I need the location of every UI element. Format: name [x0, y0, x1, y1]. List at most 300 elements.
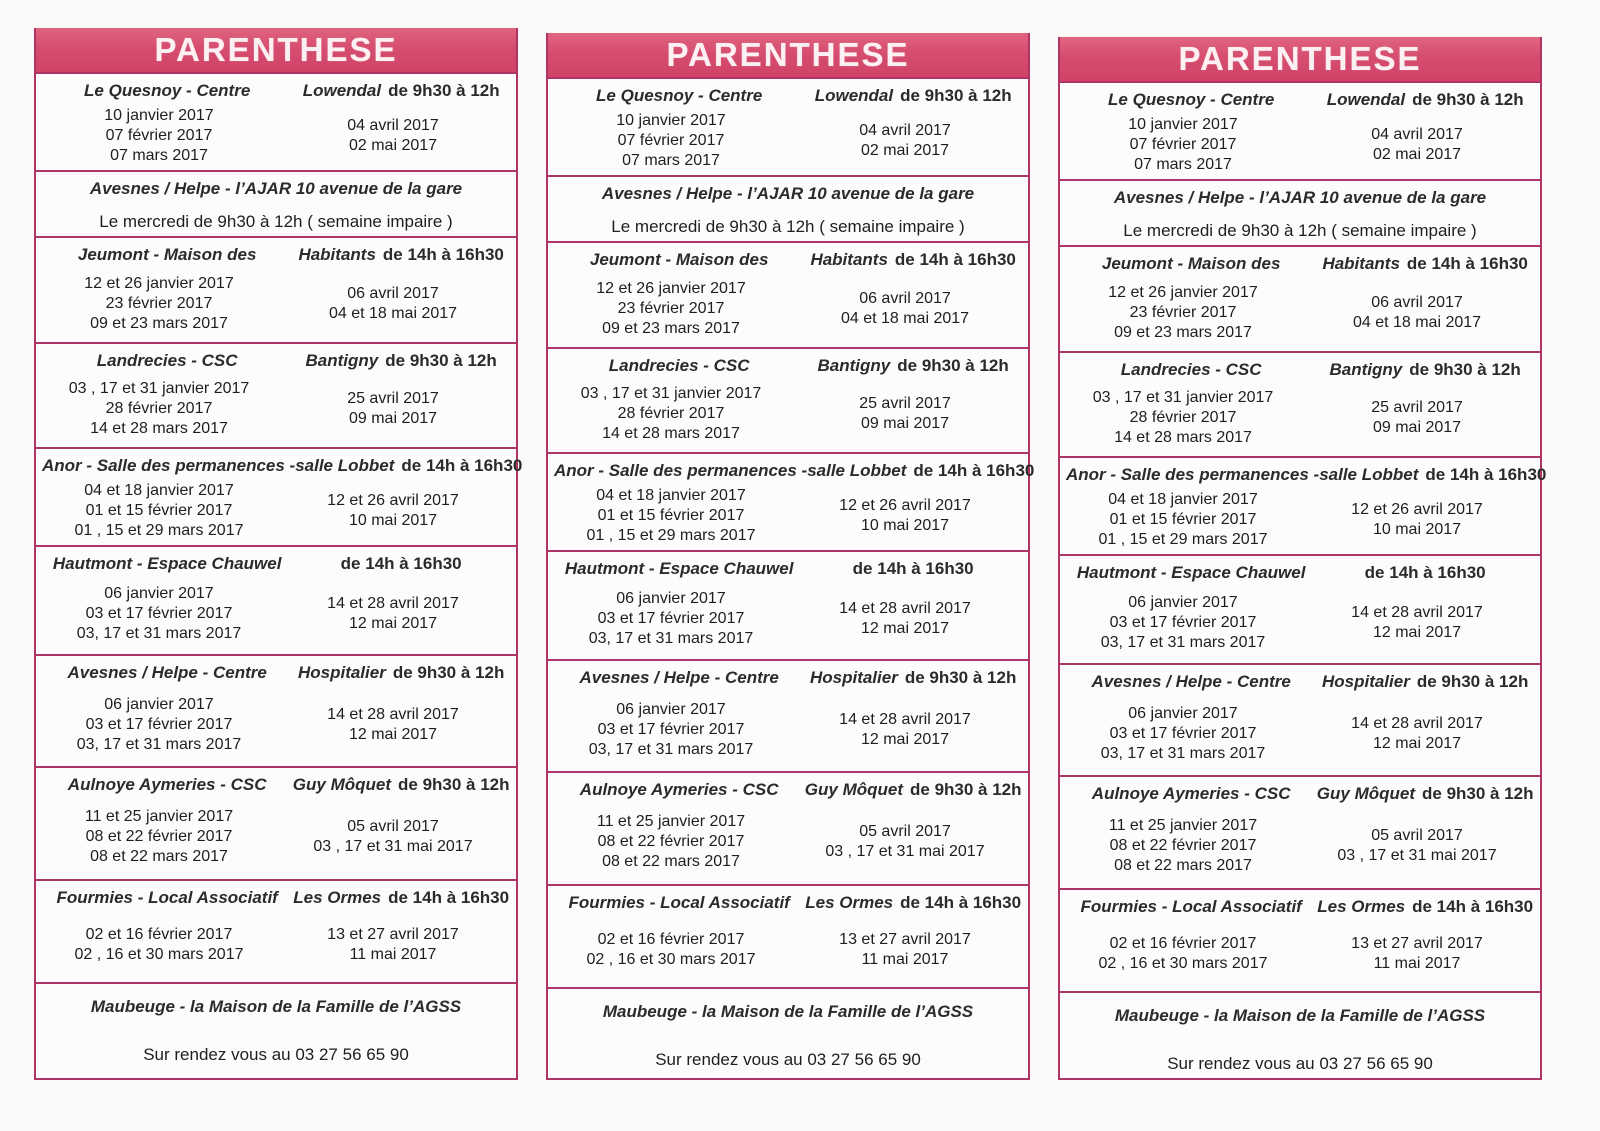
- location-name: Anor - Salle des permanences -: [554, 461, 808, 480]
- location-name: Landrecies - CSC: [1120, 360, 1262, 379]
- date-columns: [554, 583, 1022, 655]
- section-header: [554, 86, 1022, 106]
- section-header: [1066, 254, 1534, 274]
- date-item: 08 et 22 mars 2017: [602, 853, 740, 870]
- section-header: [42, 554, 510, 574]
- date-item: 07 février 2017: [1129, 135, 1237, 153]
- schedule-section: [36, 74, 516, 170]
- section-list: [548, 79, 1035, 1074]
- note-text: Le mercredi de 9h30 à 12h ( semaine impaire ): [611, 217, 965, 236]
- date-item: 07 mars 2017: [622, 151, 720, 169]
- date-item: 03 , 17 et 31 janvier 2017: [68, 380, 250, 397]
- date-columns: [554, 274, 1022, 343]
- date-item: 23 février 2017: [105, 294, 213, 312]
- info-section: [36, 170, 516, 236]
- date-item: 11 et 25 janvier 2017: [596, 813, 746, 830]
- venue-and-time: [1316, 90, 1534, 110]
- schedule-section: [548, 347, 1028, 452]
- time-range: de 9h30 à 12h: [1416, 672, 1529, 691]
- info-section: [1060, 991, 1540, 1078]
- date-item: 28 février 2017: [1129, 409, 1237, 426]
- venue-and-time: [1316, 897, 1534, 917]
- venue-and-time: [1316, 784, 1534, 804]
- date-columns: [554, 380, 1022, 448]
- date-item: 02 et 16 février 2017: [85, 926, 233, 943]
- venue-name: Lowendal: [814, 86, 894, 105]
- schedule-section: [548, 452, 1035, 550]
- date-item: 05 avril 2017: [347, 818, 439, 835]
- date-columns: [42, 269, 510, 338]
- time-range: de 14h à 16h30: [340, 554, 462, 573]
- date-list-left: [42, 695, 276, 755]
- time-range: de 14h à 16h30: [1425, 465, 1547, 484]
- time-range: de 9h30 à 12h: [1422, 784, 1534, 803]
- date-item: 09 et 23 mars 2017: [90, 314, 228, 332]
- info-section: [36, 982, 516, 1069]
- date-item: 07 février 2017: [617, 131, 725, 149]
- venue-and-time: [804, 559, 1022, 579]
- time-range: de 14h à 16h30: [1406, 254, 1528, 273]
- date-list-left: [42, 481, 276, 541]
- section-header: [1066, 465, 1547, 485]
- date-item: 03 et 17 février 2017: [597, 610, 745, 627]
- section-header: Avesnes / Helpe - l’AJAR 10 avenue de la gare: [601, 184, 975, 203]
- date-item: 06 avril 2017: [347, 284, 439, 302]
- date-item: 09 et 23 mars 2017: [1114, 323, 1252, 341]
- date-list-right: [276, 389, 510, 429]
- date-item: 08 et 22 mars 2017: [90, 848, 228, 865]
- date-item: 14 et 28 mars 2017: [90, 420, 228, 437]
- title-band: [1060, 37, 1540, 83]
- date-item: 03, 17 et 31 mars 2017: [588, 740, 754, 758]
- date-item: 03, 17 et 31 mars 2017: [588, 630, 754, 647]
- date-list-right: [788, 710, 1022, 750]
- section-header: Maubeuge - la Maison de la Famille de l’AGSS: [1114, 1006, 1486, 1025]
- note-text: Le mercredi de 9h30 à 12h ( semaine impaire ): [1123, 221, 1477, 240]
- venue-and-time: [292, 351, 510, 371]
- date-item: 10 janvier 2017: [104, 106, 214, 124]
- time-range: de 9h30 à 12h: [897, 356, 1009, 375]
- schedule-section: [1060, 888, 1540, 991]
- date-columns: [1066, 921, 1534, 987]
- date-columns: [554, 485, 1022, 546]
- section-header: [554, 668, 1022, 688]
- venue-and-time: [1316, 672, 1534, 692]
- date-item: 12 et 26 janvier 2017: [1108, 283, 1258, 301]
- venue-name: Habitants: [810, 250, 888, 269]
- section-header: [1066, 897, 1534, 917]
- section-header: [42, 888, 510, 908]
- date-item: 03 , 17 et 31 mai 2017: [313, 838, 473, 855]
- date-columns: [554, 917, 1022, 983]
- date-item: 14 et 28 avril 2017: [327, 705, 459, 723]
- venue-and-time: [804, 356, 1022, 376]
- date-list-left: [1066, 115, 1300, 175]
- venue-and-time: [804, 668, 1022, 688]
- date-list-left: [554, 384, 788, 444]
- venue-and-time: [292, 775, 510, 795]
- date-item: 06 janvier 2017: [616, 700, 726, 718]
- date-list-right: [1300, 714, 1534, 754]
- section-header: [554, 461, 1035, 481]
- schedule-section: [1060, 456, 1547, 554]
- date-item: 14 et 28 mars 2017: [602, 425, 740, 442]
- time-range: de 14h à 16h30: [401, 456, 523, 475]
- schedule-section: [36, 236, 516, 342]
- date-item: 10 mai 2017: [1372, 520, 1462, 538]
- date-columns: [1066, 384, 1534, 452]
- date-list-left: [42, 807, 276, 867]
- date-item: 08 et 22 février 2017: [597, 833, 745, 850]
- time-range: de 9h30 à 12h: [385, 351, 497, 370]
- date-list-left: [42, 274, 276, 334]
- date-columns: [42, 799, 510, 875]
- time-range: de 9h30 à 12h: [910, 780, 1022, 799]
- date-item: 03 , 17 et 31 janvier 2017: [1092, 389, 1274, 406]
- location-name: Avesnes / Helpe - Centre: [67, 663, 267, 682]
- date-item: 11 mai 2017: [861, 951, 949, 968]
- date-item: 03 , 17 et 31 mai 2017: [825, 843, 985, 860]
- schedule-section: [548, 659, 1028, 771]
- title-band: [548, 33, 1028, 79]
- location-name: Fourmies - Local Associatif: [1080, 897, 1302, 916]
- section-header: [1066, 563, 1534, 583]
- date-item: 09 mai 2017: [1372, 419, 1462, 436]
- date-columns: [554, 692, 1022, 767]
- date-list-left: [1066, 490, 1300, 550]
- parenthese-flyer: [546, 33, 1035, 1080]
- date-item: 13 et 27 avril 2017: [839, 931, 971, 948]
- venue-and-time: [1316, 360, 1534, 380]
- schedule-section: [1060, 245, 1540, 351]
- date-item: 28 février 2017: [617, 405, 725, 422]
- date-columns: [42, 375, 510, 443]
- date-item: 01 et 15 février 2017: [1109, 510, 1257, 528]
- date-item: 06 janvier 2017: [1128, 704, 1238, 722]
- date-item: 03, 17 et 31 mars 2017: [1100, 744, 1266, 762]
- flyer-title: PARENTHESE: [154, 31, 398, 68]
- date-list-left: [42, 106, 276, 166]
- location-name: Landrecies - CSC: [96, 351, 238, 370]
- venue-name: Les Ormes: [293, 888, 382, 907]
- date-item: 10 janvier 2017: [616, 111, 726, 129]
- venue-name: Guy Môquet: [292, 775, 392, 794]
- date-item: 25 avril 2017: [859, 395, 951, 412]
- date-item: 03, 17 et 31 mars 2017: [76, 625, 242, 642]
- date-columns: [1066, 278, 1534, 347]
- location-name: Fourmies - Local Associatif: [56, 888, 278, 907]
- date-columns: [554, 110, 1022, 171]
- date-item: 06 avril 2017: [1371, 293, 1463, 311]
- venue-and-time: [1319, 465, 1546, 485]
- date-item: 11 mai 2017: [349, 946, 437, 963]
- flyer-title: PARENTHESE: [1178, 40, 1422, 77]
- location-name: Jeumont - Maison des: [77, 245, 257, 264]
- date-columns: [1066, 808, 1534, 884]
- date-item: 04 et 18 mai 2017: [1352, 313, 1482, 331]
- date-list-left: [554, 812, 788, 872]
- date-item: 01 , 15 et 29 mars 2017: [1098, 530, 1268, 548]
- venue-name: salle Lobbet: [807, 461, 907, 480]
- schedule-section: [1060, 83, 1540, 179]
- date-list-right: [1300, 603, 1534, 643]
- venue-name: Guy Môquet: [804, 780, 904, 799]
- location-name: Jeumont - Maison des: [1101, 254, 1281, 273]
- schedule-section: [548, 771, 1028, 884]
- venue-and-time: [295, 456, 522, 476]
- date-item: 10 janvier 2017: [1128, 115, 1238, 133]
- date-item: 09 et 23 mars 2017: [602, 319, 740, 337]
- date-item: 03 et 17 février 2017: [1109, 724, 1257, 742]
- date-columns: [42, 480, 510, 541]
- date-list-right: [276, 594, 510, 634]
- info-section: [548, 987, 1028, 1074]
- date-item: 14 et 28 avril 2017: [839, 710, 971, 728]
- schedule-section: [36, 342, 516, 447]
- schedule-section: [36, 447, 523, 545]
- schedule-section: [548, 79, 1028, 175]
- date-columns: [554, 804, 1022, 880]
- date-item: 12 et 26 avril 2017: [1351, 500, 1483, 518]
- flyer-title: PARENTHESE: [666, 36, 910, 73]
- date-item: 06 janvier 2017: [104, 695, 214, 713]
- date-list-right: [1300, 293, 1534, 333]
- venue-name: Guy Môquet: [1316, 784, 1416, 803]
- date-list-left: [1066, 816, 1300, 876]
- venue-and-time: [1316, 563, 1534, 583]
- date-item: 12 et 26 janvier 2017: [596, 279, 746, 297]
- section-header: [1066, 360, 1534, 380]
- date-list-right: [788, 121, 1022, 161]
- venue-name: Hospitalier: [1321, 672, 1410, 691]
- date-list-right: [1300, 934, 1534, 974]
- time-range: de 14h à 16h30: [1412, 897, 1534, 916]
- section-header: Maubeuge - la Maison de la Famille de l’AGSS: [90, 997, 462, 1016]
- date-item: 02 , 16 et 30 mars 2017: [586, 951, 756, 968]
- date-item: 01 , 15 et 29 mars 2017: [74, 521, 244, 539]
- venue-name: Hospitalier: [809, 668, 898, 687]
- venue-and-time: [804, 893, 1022, 913]
- date-item: 09 mai 2017: [348, 410, 438, 427]
- date-item: 14 et 28 avril 2017: [839, 600, 971, 617]
- date-item: 02 mai 2017: [860, 141, 950, 159]
- date-list-left: [554, 700, 788, 760]
- time-range: de 9h30 à 12h: [392, 663, 505, 682]
- location-name: Landrecies - CSC: [608, 356, 750, 375]
- info-section: [1060, 179, 1540, 245]
- section-header: Avesnes / Helpe - l’AJAR 10 avenue de la gare: [1113, 188, 1487, 207]
- section-header: [42, 351, 510, 371]
- location-name: Aulnoye Aymeries - CSC: [579, 780, 779, 799]
- schedule-section: [36, 545, 516, 654]
- date-list-right: [276, 284, 510, 324]
- date-list-left: [1066, 593, 1300, 653]
- date-list-left: [554, 930, 788, 970]
- date-item: 12 mai 2017: [348, 615, 438, 632]
- date-item: 13 et 27 avril 2017: [1351, 935, 1483, 952]
- date-list-right: [276, 705, 510, 745]
- date-list-left: [1066, 283, 1300, 343]
- date-list-right: [1300, 826, 1534, 866]
- section-header: [554, 250, 1022, 270]
- time-range: de 9h30 à 12h: [900, 86, 1012, 105]
- time-range: de 14h à 16h30: [1364, 563, 1486, 582]
- parenthese-flyer: [1058, 37, 1547, 1080]
- date-item: 12 mai 2017: [860, 620, 950, 637]
- date-item: 03 et 17 février 2017: [597, 720, 745, 738]
- time-range: de 14h à 16h30: [852, 559, 974, 578]
- date-item: 14 et 28 avril 2017: [1351, 714, 1483, 732]
- venue-name: Les Ormes: [805, 893, 894, 912]
- venue-and-time: [804, 86, 1022, 106]
- venue-name: salle Lobbet: [1319, 465, 1419, 484]
- date-list-left: [554, 589, 788, 649]
- date-item: 12 mai 2017: [860, 730, 950, 748]
- date-item: 08 et 22 mars 2017: [1114, 857, 1252, 874]
- location-name: Aulnoye Aymeries - CSC: [67, 775, 267, 794]
- section-header: [42, 775, 510, 795]
- time-range: de 14h à 16h30: [900, 893, 1022, 912]
- location-name: Hautmont - Espace Chauwel: [52, 554, 282, 573]
- date-item: 08 et 22 février 2017: [1109, 837, 1257, 854]
- schedule-section: [548, 550, 1028, 659]
- time-range: de 9h30 à 12h: [388, 81, 500, 100]
- date-item: 07 mars 2017: [110, 146, 208, 164]
- date-columns: [42, 105, 510, 166]
- date-item: 05 avril 2017: [859, 823, 951, 840]
- date-columns: [1066, 696, 1534, 771]
- venue-name: Bantigny: [817, 356, 891, 375]
- schedule-section: [548, 241, 1028, 347]
- date-item: 12 et 26 avril 2017: [839, 496, 971, 514]
- date-item: 08 et 22 février 2017: [85, 828, 233, 845]
- note-text: Sur rendez vous au 03 27 56 65 90: [143, 1045, 409, 1064]
- date-columns: [1066, 489, 1534, 550]
- date-columns: [42, 578, 510, 650]
- venue-name: Habitants: [298, 245, 376, 264]
- date-item: 07 février 2017: [105, 126, 213, 144]
- venue-name: Hospitalier: [297, 663, 386, 682]
- time-range: de 9h30 à 12h: [398, 775, 510, 794]
- section-header: [42, 663, 510, 683]
- time-range: de 9h30 à 12h: [904, 668, 1017, 687]
- date-list-right: [788, 496, 1022, 536]
- date-item: 04 avril 2017: [859, 121, 951, 139]
- date-item: 03 et 17 février 2017: [85, 605, 233, 622]
- date-list-left: [1066, 934, 1300, 974]
- time-range: de 14h à 16h30: [388, 888, 510, 907]
- date-list-right: [1300, 500, 1534, 540]
- date-item: 02 et 16 février 2017: [1109, 935, 1257, 952]
- date-item: 02 mai 2017: [1372, 145, 1462, 163]
- date-list-left: [42, 925, 276, 965]
- venue-name: Bantigny: [305, 351, 379, 370]
- date-list-right: [276, 491, 510, 531]
- venue-name: Les Ormes: [1317, 897, 1406, 916]
- date-item: 14 et 28 mars 2017: [1114, 429, 1252, 446]
- date-item: 02 , 16 et 30 mars 2017: [1098, 955, 1268, 972]
- date-item: 02 , 16 et 30 mars 2017: [74, 946, 244, 963]
- date-item: 03 , 17 et 31 mai 2017: [1337, 847, 1497, 864]
- date-item: 10 mai 2017: [860, 516, 950, 534]
- date-list-right: [276, 817, 510, 857]
- section-header: [42, 245, 510, 265]
- date-list-left: [42, 584, 276, 644]
- location-name: Avesnes / Helpe - Centre: [1091, 672, 1291, 691]
- venue-and-time: [292, 663, 510, 683]
- note-text: Le mercredi de 9h30 à 12h ( semaine impaire ): [99, 212, 453, 231]
- date-list-right: [1300, 125, 1534, 165]
- section-header: [42, 456, 523, 476]
- date-item: 06 janvier 2017: [104, 585, 214, 602]
- location-name: Le Quesnoy - Centre: [84, 81, 251, 100]
- schedule-section: [1060, 775, 1540, 888]
- date-columns: [42, 687, 510, 762]
- schedule-section: [36, 654, 516, 766]
- section-header: [554, 356, 1022, 376]
- date-item: 01 , 15 et 29 mars 2017: [586, 526, 756, 544]
- venue-name: Bantigny: [1329, 360, 1403, 379]
- date-item: 23 février 2017: [617, 299, 725, 317]
- date-list-right: [1300, 398, 1534, 438]
- date-item: 02 et 16 février 2017: [597, 931, 745, 948]
- section-header: [554, 893, 1022, 913]
- section-list: [1060, 83, 1547, 1078]
- location-name: Aulnoye Aymeries - CSC: [1091, 784, 1291, 803]
- date-item: 11 et 25 janvier 2017: [1108, 817, 1258, 834]
- schedule-section: [1060, 554, 1540, 663]
- venue-name: Lowendal: [1326, 90, 1406, 109]
- date-list-right: [276, 116, 510, 156]
- location-name: Anor - Salle des permanences -: [42, 456, 296, 475]
- date-item: 06 janvier 2017: [616, 590, 726, 607]
- section-header: [554, 559, 1022, 579]
- date-item: 03 , 17 et 31 janvier 2017: [580, 385, 762, 402]
- section-header: Avesnes / Helpe - l’AJAR 10 avenue de la gare: [89, 179, 463, 198]
- location-name: Fourmies - Local Associatif: [568, 893, 790, 912]
- venue-and-time: [292, 245, 510, 265]
- date-item: 25 avril 2017: [1371, 399, 1463, 416]
- note-text: Sur rendez vous au 03 27 56 65 90: [1167, 1054, 1433, 1073]
- info-section: [548, 175, 1028, 241]
- date-list-left: [42, 379, 276, 439]
- date-list-right: [788, 394, 1022, 434]
- date-item: 12 et 26 janvier 2017: [84, 274, 234, 292]
- date-item: 12 mai 2017: [348, 725, 438, 743]
- date-columns: [1066, 114, 1534, 175]
- date-item: 11 et 25 janvier 2017: [84, 808, 234, 825]
- date-item: 10 mai 2017: [348, 511, 438, 529]
- time-range: de 9h30 à 12h: [1409, 360, 1521, 379]
- date-columns: [42, 912, 510, 978]
- date-item: 06 avril 2017: [859, 289, 951, 307]
- date-item: 28 février 2017: [105, 400, 213, 417]
- date-item: 01 et 15 février 2017: [85, 501, 233, 519]
- date-item: 03 et 17 février 2017: [85, 715, 233, 733]
- location-name: Hautmont - Espace Chauwel: [564, 559, 794, 578]
- date-item: 07 mars 2017: [1134, 155, 1232, 173]
- schedule-section: [1060, 351, 1540, 456]
- venue-and-time: [807, 461, 1034, 481]
- time-range: de 14h à 16h30: [913, 461, 1035, 480]
- schedule-section: [548, 884, 1028, 987]
- location-name: Anor - Salle des permanences -: [1066, 465, 1320, 484]
- date-item: 04 et 18 mai 2017: [328, 304, 458, 322]
- date-list-right: [788, 289, 1022, 329]
- date-item: 04 et 18 janvier 2017: [596, 486, 746, 504]
- date-item: 12 et 26 avril 2017: [327, 491, 459, 509]
- date-item: 23 février 2017: [1129, 303, 1237, 321]
